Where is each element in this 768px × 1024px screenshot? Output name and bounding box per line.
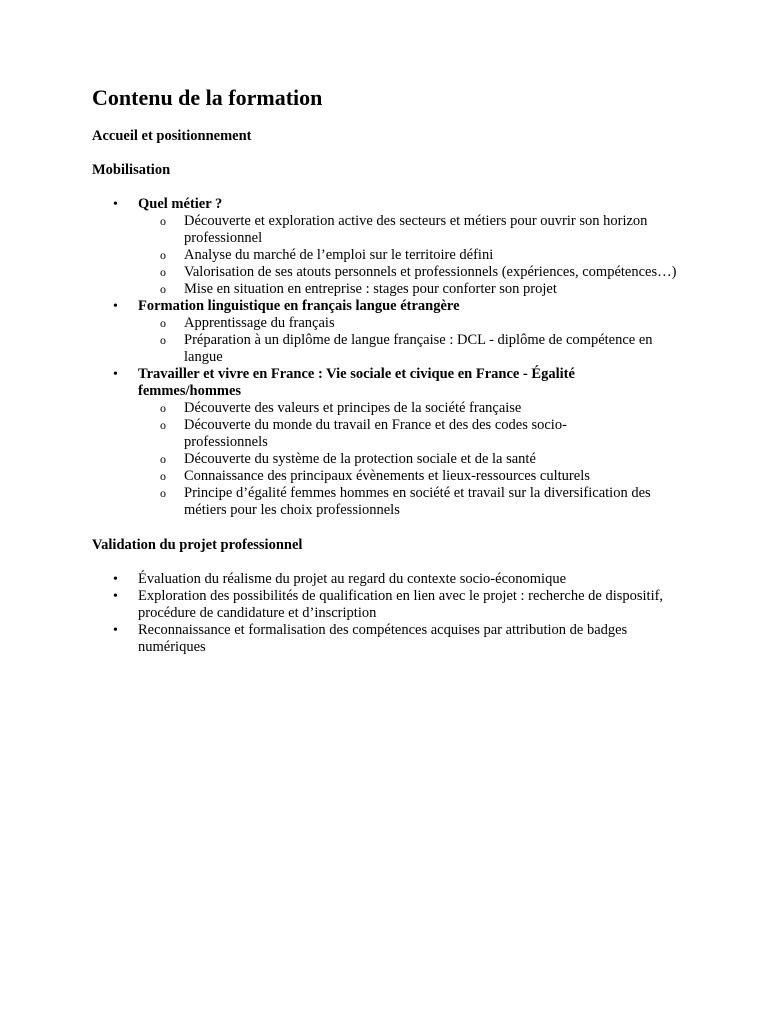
sub-list-item [92,247,692,264]
section-heading-accueil: Accueil et positionnement [92,128,252,144]
sub-list [92,315,692,366]
list-item-text: Exploration des possibilités de qualification en lien avec le projet : recherche de dispositif, procédure de candidature et d’inscription [138,588,664,621]
sub-list-item [92,264,692,281]
sub-list-item [92,281,692,298]
list-item [92,571,692,588]
circle-bullet-icon: o [160,452,166,466]
sub-list-item-text: Apprentissage du français [184,315,335,331]
circle-bullet-icon: o [160,248,166,262]
sub-list-item [92,451,692,468]
bullet-icon: • [113,623,118,638]
validation-list [92,571,692,656]
bullet-icon: • [113,572,118,587]
sub-list-item-text: Découverte du système de la protection sociale et de la santé [184,451,536,467]
document-page [92,84,692,656]
sub-list-item-text: Découverte des valeurs et principes de la société française [184,400,522,416]
bullet-icon: • [113,197,118,212]
sub-list-item [92,332,692,366]
section-heading-mobilisation: Mobilisation [92,162,171,178]
sub-list-item [92,417,692,451]
sub-list-item-text: Valorisation de ses atouts personnels et professionnels (expériences, compétences…) [184,264,677,280]
sub-list-item-text: Analyse du marché de l’emploi sur le territoire défini [184,247,494,263]
list-item-text: Évaluation du réalisme du projet au regard du contexte socio-économique [138,571,567,587]
section-heading-validation: Validation du projet professionnel [92,537,303,553]
list-item [92,366,692,519]
circle-bullet-icon: o [160,418,166,432]
circle-bullet-icon: o [160,401,166,415]
sub-list-item [92,468,692,485]
circle-bullet-icon: o [160,214,166,228]
list-item [92,298,692,366]
list-item-title: Formation linguistique en français langue étrangère [138,298,460,314]
circle-bullet-icon: o [160,316,166,330]
page-title: Contenu de la formation [92,85,323,110]
sub-list-item-text: Principe d’égalité femmes hommes en société et travail sur la diversification des métiers pour les choix professionnels [184,485,651,518]
sub-list-item [92,315,692,332]
circle-bullet-icon: o [160,265,166,279]
list-item-title: Quel métier ? [138,196,223,212]
circle-bullet-icon: o [160,333,166,347]
sub-list [92,213,692,298]
bullet-icon: • [113,367,118,382]
sub-list-item-text: Découverte du monde du travail en France et des des codes socio-professionnels [184,417,567,450]
sub-list [92,400,692,519]
bullet-icon: • [113,299,118,314]
list-item [92,622,692,656]
list-item [92,588,692,622]
list-item-title: Travailler et vivre en France : Vie sociale et civique en France - Égalité femmes/hommes [138,366,575,399]
sub-list-item-text: Préparation à un diplôme de langue française : DCL - diplôme de compétence en langue [184,332,653,365]
sub-list-item [92,400,692,417]
circle-bullet-icon: o [160,486,166,500]
sub-list-item [92,485,692,519]
list-item [92,196,692,298]
bullet-icon: • [113,589,118,604]
mobilisation-list [92,196,692,519]
sub-list-item-text: Mise en situation en entreprise : stages pour conforter son projet [184,281,557,297]
circle-bullet-icon: o [160,469,166,483]
sub-list-item-text: Connaissance des principaux évènements et lieux-ressources culturels [184,468,590,484]
circle-bullet-icon: o [160,282,166,296]
list-item-text: Reconnaissance et formalisation des compétences acquises par attribution de badges numériques [138,622,628,655]
sub-list-item [92,213,692,247]
sub-list-item-text: Découverte et exploration active des secteurs et métiers pour ouvrir son horizon professionnel [184,213,648,246]
